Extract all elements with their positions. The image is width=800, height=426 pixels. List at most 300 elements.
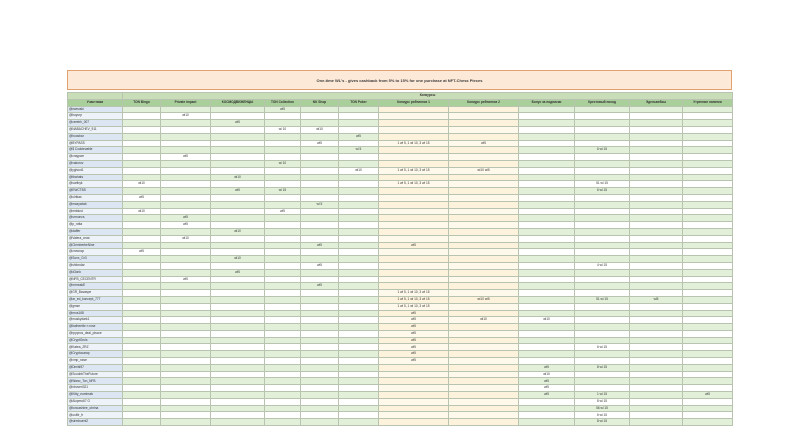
award-cell: [123, 133, 161, 140]
award-cell: [339, 310, 379, 317]
award-cell: [265, 358, 301, 365]
award-cell: [265, 310, 301, 317]
award-cell: [161, 371, 211, 378]
award-cell: [630, 337, 683, 344]
award-cell: [339, 249, 379, 256]
award-cell: [519, 174, 575, 181]
award-cell: [265, 133, 301, 140]
award-cell: [301, 188, 339, 195]
award-cell: [161, 160, 211, 167]
award-cell: [301, 392, 339, 399]
award-cell: [211, 398, 265, 405]
award-cell: [519, 242, 575, 249]
award-cell: [339, 215, 379, 222]
award-cell: [630, 120, 683, 127]
award-cell: 56 wl 15: [575, 405, 630, 412]
award-cell: [123, 392, 161, 399]
award-cell: [630, 154, 683, 161]
award-cell: [301, 120, 339, 127]
award-cell: [123, 276, 161, 283]
award-cell: [449, 392, 519, 399]
column-header: Бонус за подписки: [519, 99, 575, 106]
award-cell: [301, 351, 339, 358]
award-cell: [123, 351, 161, 358]
award-cell: [161, 337, 211, 344]
award-cell: wl5: [449, 140, 519, 147]
table-row: [68, 371, 733, 378]
award-cell: [449, 120, 519, 127]
table-row: [68, 154, 733, 161]
award-cell: [123, 262, 161, 269]
award-cell: [123, 256, 161, 263]
table-row: [68, 235, 733, 242]
award-cell: [161, 181, 211, 188]
participant-name: @daffer: [68, 228, 123, 235]
award-cell: [211, 181, 265, 188]
column-header: Private impact: [161, 99, 211, 106]
award-cell: [265, 324, 301, 331]
award-cell: wl5: [379, 317, 449, 324]
award-cell: [265, 412, 301, 419]
award-cell: [339, 106, 379, 113]
award-cell: wl5: [211, 120, 265, 127]
award-cell: [161, 351, 211, 358]
award-cell: [575, 324, 630, 331]
award-cell: [683, 317, 733, 324]
participant-name: @batheetbr n rose: [68, 324, 123, 331]
award-cell: [339, 154, 379, 161]
table-row: [68, 351, 733, 358]
column-header: Конкурс рейтингов 2: [449, 99, 519, 106]
award-cell: [519, 296, 575, 303]
award-cell: [519, 106, 575, 113]
award-cell: [575, 222, 630, 229]
award-cell: 4 wl 15: [575, 262, 630, 269]
award-cell: [161, 262, 211, 269]
award-cell: [519, 412, 575, 419]
award-cell: [161, 133, 211, 140]
award-cell: [575, 120, 630, 127]
award-cell: [379, 222, 449, 229]
award-cell: [339, 296, 379, 303]
award-cell: [161, 358, 211, 365]
participant-name: @nboveri321: [68, 385, 123, 392]
table-row: [68, 276, 733, 283]
award-cell: [339, 385, 379, 392]
award-cell: wl10 wl5: [449, 167, 519, 174]
award-cell: [575, 256, 630, 263]
award-cell: [519, 344, 575, 351]
award-cell: [683, 398, 733, 405]
award-cell: [265, 398, 301, 405]
award-cell: [575, 351, 630, 358]
award-cell: [449, 276, 519, 283]
award-cell: [301, 303, 339, 310]
award-cell: wl5: [161, 276, 211, 283]
participant-name: @ar_ed_koncept_777: [68, 296, 123, 303]
award-cell: wl5: [379, 330, 449, 337]
table-row: [68, 147, 733, 154]
award-cell: [683, 188, 733, 195]
award-cell: [265, 249, 301, 256]
award-cell: [449, 303, 519, 310]
participant-name: @shfondar: [68, 262, 123, 269]
table-row: [68, 358, 733, 365]
award-cell: [575, 283, 630, 290]
award-cell: wl10: [123, 181, 161, 188]
participant-name: @Katea_ZRZ: [68, 344, 123, 351]
column-header: КОСМОДВИЖЕНЦЫ: [211, 99, 265, 106]
award-cell: [123, 154, 161, 161]
award-cell: wl5: [161, 222, 211, 229]
award-cell: [575, 140, 630, 147]
award-cell: [519, 133, 575, 140]
award-cell: [379, 188, 449, 195]
table-row: [68, 269, 733, 276]
award-cell: [265, 290, 301, 297]
award-cell: [211, 392, 265, 399]
award-cell: [211, 249, 265, 256]
award-cell: [575, 317, 630, 324]
participant-name: @mrldust: [68, 208, 123, 215]
award-cell: [519, 188, 575, 195]
award-cell: [123, 296, 161, 303]
award-cell: [683, 269, 733, 276]
award-cell: [683, 160, 733, 167]
award-cell: [339, 174, 379, 181]
award-cell: [211, 126, 265, 133]
award-cell: [211, 106, 265, 113]
award-cell: [630, 147, 683, 154]
table-row: [68, 181, 733, 188]
award-cell: [265, 201, 301, 208]
award-cell: [301, 167, 339, 174]
award-cell: [379, 364, 449, 371]
award-cell: [519, 167, 575, 174]
table-row: [68, 344, 733, 351]
award-cell: [449, 188, 519, 195]
award-cell: [519, 337, 575, 344]
award-cell: [211, 262, 265, 269]
participant-name: @craypwn: [68, 154, 123, 161]
participant-name: @yghoot1: [68, 167, 123, 174]
award-cell: [211, 337, 265, 344]
table-row: [68, 405, 733, 412]
award-cell: [211, 133, 265, 140]
table-row: [68, 310, 733, 317]
award-cell: [575, 201, 630, 208]
award-cell: [211, 290, 265, 297]
award-cell: [339, 242, 379, 249]
award-cell: [339, 364, 379, 371]
award-cell: [630, 310, 683, 317]
award-cell: 8 wl 15: [575, 364, 630, 371]
award-cell: [339, 344, 379, 351]
award-cell: [161, 310, 211, 317]
award-cell: [301, 174, 339, 181]
award-cell: [161, 228, 211, 235]
participant-name: @toncashiee_obrina: [68, 405, 123, 412]
award-cell: [265, 276, 301, 283]
award-cell: [339, 256, 379, 263]
award-cell: wl5: [379, 351, 449, 358]
award-cell: [449, 412, 519, 419]
award-cell: [265, 113, 301, 120]
award-cell: [449, 378, 519, 385]
award-cell: [449, 222, 519, 229]
award-cell: [575, 378, 630, 385]
award-cell: [161, 249, 211, 256]
column-header: NK Shop: [301, 99, 339, 106]
award-cell: [683, 235, 733, 242]
award-cell: [575, 385, 630, 392]
award-cell: [211, 296, 265, 303]
column-header: Крестовый поход: [575, 99, 630, 106]
award-cell: [123, 120, 161, 127]
award-cell: wl5: [301, 283, 339, 290]
award-cell: [123, 398, 161, 405]
award-cell: [123, 412, 161, 419]
participant-name: @Dmitk97: [68, 364, 123, 371]
award-cell: [379, 371, 449, 378]
award-cell: [630, 242, 683, 249]
table-row: [68, 412, 733, 419]
award-cell: [449, 344, 519, 351]
award-cell: [301, 412, 339, 419]
award-cell: [301, 358, 339, 365]
award-cell: [211, 344, 265, 351]
award-cell: [379, 262, 449, 269]
award-cell: [265, 392, 301, 399]
award-cell: [449, 337, 519, 344]
table-row: [68, 222, 733, 229]
award-cell: [161, 398, 211, 405]
participant-name: @vmp_nave: [68, 358, 123, 365]
award-cell: wl5: [630, 296, 683, 303]
award-cell: [211, 208, 265, 215]
award-cell: [123, 228, 161, 235]
award-cell: [161, 208, 211, 215]
award-cell: [123, 364, 161, 371]
award-cell: [123, 344, 161, 351]
award-cell: wl5: [379, 242, 449, 249]
award-cell: [123, 337, 161, 344]
award-cell: [211, 378, 265, 385]
award-cell: [265, 296, 301, 303]
award-cell: [449, 405, 519, 412]
award-cell: [123, 317, 161, 324]
award-cell: [211, 160, 265, 167]
award-cell: [123, 324, 161, 331]
participant-name: @rpppros_deal_piscce: [68, 330, 123, 337]
award-cell: [161, 106, 211, 113]
award-cell: [211, 154, 265, 161]
award-cell: wl5: [301, 242, 339, 249]
award-cell: [449, 133, 519, 140]
award-cell: [449, 154, 519, 161]
award-cell: [301, 364, 339, 371]
award-cell: [339, 303, 379, 310]
award-cell: [301, 228, 339, 235]
table-row: [68, 303, 733, 310]
award-cell: [301, 222, 339, 229]
table-row: [68, 262, 733, 269]
award-cell: 1 wl 5, 1 wl 10, 3 wl 15: [379, 296, 449, 303]
award-cell: [161, 364, 211, 371]
award-cell: wl5: [301, 262, 339, 269]
award-cell: [449, 208, 519, 215]
participant-name: @muskydark1: [68, 317, 123, 324]
award-cell: [211, 317, 265, 324]
award-cell: [123, 215, 161, 222]
award-cell: [339, 194, 379, 201]
award-cell: [211, 412, 265, 419]
award-cell: [575, 276, 630, 283]
award-cell: [161, 296, 211, 303]
award-cell: [265, 385, 301, 392]
award-cell: 1 wl 5, 1 wl 10, 3 wl 15: [379, 167, 449, 174]
award-cell: [449, 126, 519, 133]
award-cell: [339, 337, 379, 344]
award-cell: [449, 398, 519, 405]
award-cell: [630, 167, 683, 174]
award-cell: [211, 147, 265, 154]
award-cell: [301, 276, 339, 283]
award-cell: wl 10: [265, 126, 301, 133]
award-cell: wl5: [123, 194, 161, 201]
award-cell: [575, 106, 630, 113]
award-cell: [683, 106, 733, 113]
award-cell: [123, 385, 161, 392]
award-cell: [339, 113, 379, 120]
award-cell: [575, 154, 630, 161]
award-cell: [301, 208, 339, 215]
award-cell: [123, 330, 161, 337]
award-cell: [683, 337, 733, 344]
award-cell: [301, 398, 339, 405]
award-cell: [379, 378, 449, 385]
award-cell: [265, 215, 301, 222]
participant-name: @Kitty_eumhsek: [68, 392, 123, 399]
award-cell: [630, 330, 683, 337]
award-cell: [339, 228, 379, 235]
award-cell: [449, 194, 519, 201]
award-cell: [575, 174, 630, 181]
award-cell: [265, 378, 301, 385]
award-cell: wl 5: [301, 201, 339, 208]
award-cell: [575, 126, 630, 133]
award-cell: [575, 358, 630, 365]
award-cell: 6 wl 15: [575, 412, 630, 419]
award-cell: [630, 324, 683, 331]
award-cell: [519, 113, 575, 120]
award-cell: [683, 167, 733, 174]
award-cell: [265, 242, 301, 249]
award-cell: [211, 113, 265, 120]
award-cell: [575, 249, 630, 256]
award-cell: [379, 412, 449, 419]
award-cell: [449, 147, 519, 154]
participant-name: @Valera_crow: [68, 235, 123, 242]
participant-name: @Sonx_Gr3: [68, 256, 123, 263]
award-cell: [161, 201, 211, 208]
award-cell: [630, 364, 683, 371]
award-cell: [301, 324, 339, 331]
award-cell: wl5: [161, 215, 211, 222]
table-row: [68, 140, 733, 147]
award-cell: [379, 201, 449, 208]
award-cell: [449, 371, 519, 378]
award-cell: [339, 120, 379, 127]
award-cell: [265, 194, 301, 201]
participant-name: @$ Cocktevable: [68, 147, 123, 154]
award-cell: [379, 113, 449, 120]
award-cell: [683, 215, 733, 222]
award-cell: [339, 351, 379, 358]
award-cell: [379, 228, 449, 235]
award-cell: [339, 201, 379, 208]
award-cell: [211, 330, 265, 337]
participant-name: @vakorov: [68, 160, 123, 167]
table-row: [68, 317, 733, 324]
award-cell: [630, 303, 683, 310]
award-cell: [211, 351, 265, 358]
award-cell: [683, 303, 733, 310]
participant-name: @NFB_CECENTR: [68, 276, 123, 283]
table-row: [68, 324, 733, 331]
award-cell: [630, 181, 683, 188]
award-cell: [339, 324, 379, 331]
award-cell: [211, 276, 265, 283]
table-row: [68, 174, 733, 181]
award-cell: [379, 256, 449, 263]
award-cell: [683, 378, 733, 385]
table-row: [68, 330, 733, 337]
award-cell: [449, 358, 519, 365]
award-cell: [449, 324, 519, 331]
award-cell: [123, 378, 161, 385]
award-cell: [211, 303, 265, 310]
award-cell: [449, 201, 519, 208]
promo-banner: [67, 70, 732, 90]
award-cell: [339, 126, 379, 133]
column-header: TON Poker: [339, 99, 379, 106]
award-cell: [379, 385, 449, 392]
participant-name: @uoMr_fr: [68, 412, 123, 419]
table-row: [68, 337, 733, 344]
column-header: TON Bingo: [123, 99, 161, 106]
award-cell: [683, 147, 733, 154]
award-cell: [630, 106, 683, 113]
award-cell: [519, 120, 575, 127]
award-cell: [519, 330, 575, 337]
award-cell: [630, 351, 683, 358]
award-cell: [123, 113, 161, 120]
award-cell: [123, 290, 161, 297]
award-cell: [630, 398, 683, 405]
table-row: [68, 398, 733, 405]
award-cell: wl10: [519, 371, 575, 378]
award-cell: [161, 405, 211, 412]
award-cell: [211, 242, 265, 249]
contest-table: [67, 92, 733, 426]
award-cell: [123, 371, 161, 378]
award-cell: [265, 222, 301, 229]
award-cell: [123, 188, 161, 195]
participant-name: @buyurp: [68, 113, 123, 120]
award-cell: [301, 296, 339, 303]
table-row: [68, 188, 733, 195]
